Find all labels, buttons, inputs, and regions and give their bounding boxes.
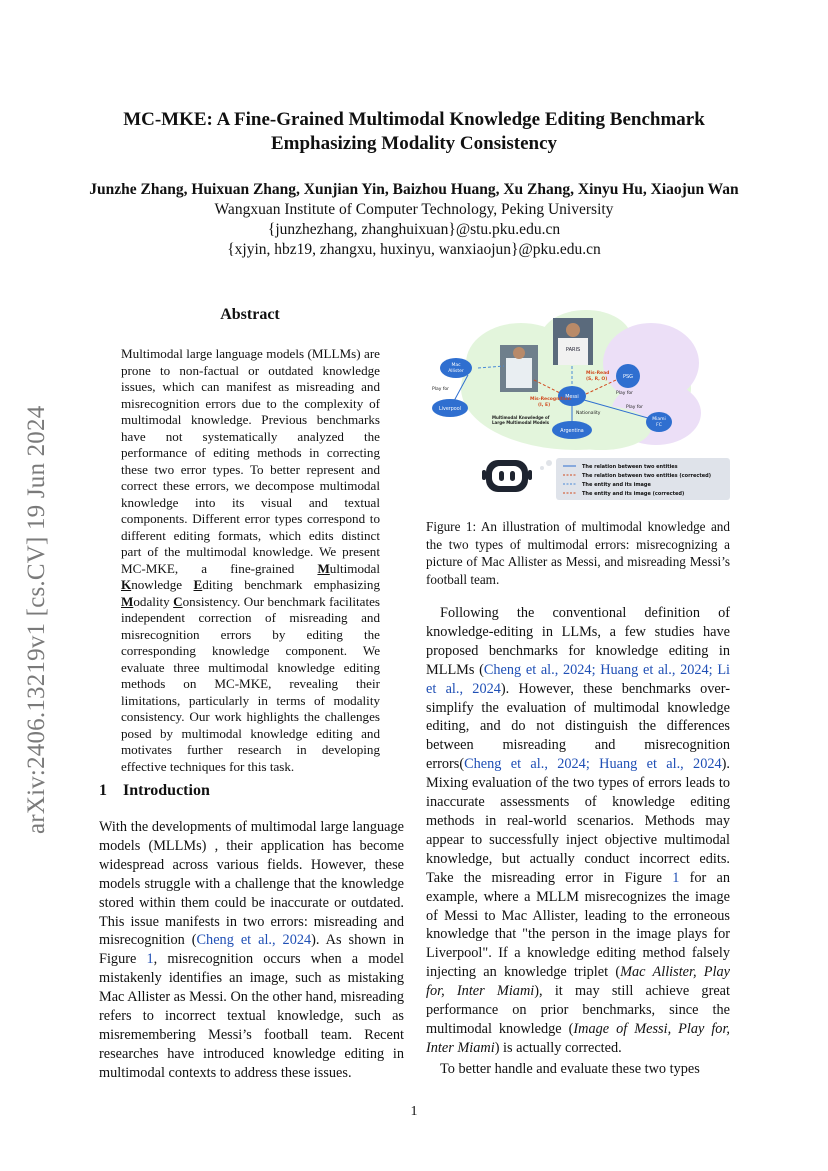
robot-icon [482, 460, 532, 492]
page-number: 1 [410, 1104, 418, 1119]
thought-bubble-small [540, 466, 544, 470]
node-mac-allister [440, 358, 472, 378]
figure-ref-link[interactable]: 1 [672, 869, 680, 886]
title-line-2: Emphasizing Modality Consistency [270, 133, 558, 154]
legend-item: The relation between two entities [582, 464, 678, 470]
figure-legend [556, 458, 730, 500]
citation-link[interactable]: Cheng et al., 2024 [483, 661, 592, 678]
node-psg [616, 364, 640, 388]
right-paragraph-1 [426, 604, 730, 1058]
figure-ref-link[interactable]: 1 [146, 951, 154, 968]
acronym-rest-5: onsistency. [182, 593, 241, 609]
mis-read-label: Mis-Read [586, 371, 610, 376]
thought-bubble-large [546, 460, 552, 466]
acronym-rest-2: nowledge [131, 577, 194, 592]
citation-link[interactable]: Cheng et al., 2024 [196, 932, 312, 949]
abstract-part-a: Multimodal large language models (MLLMs) are prone to non-factual or outdated knowledge issues, which can manifest as misreading and misrecognition errors due to the complexity of multimodal knowledge. Previous benchmarks have not systematically analyzed the performance of editing methods in correcting these two error types. To better represent and correct these errors, we decompose multimodal knowledge into its visual and textual components. Different error types correspond to different editing formats, which edits distinct part of the multimodal knowledge. We present MC-MKE, a fine-grained [121, 346, 380, 576]
text-span: ). Mixing evaluation of the two types of errors leads to inaccurate assessments of knowledge editing methods in real-world scenarios. Methods may appear to successfully inject objective multimodal knowledge, but actually conduct incorrect edits. Take the misreading error in Figure [426, 756, 730, 886]
edge-label: Nationality [576, 411, 601, 416]
edge-label: Play for [432, 387, 450, 392]
paper-title [60, 108, 768, 156]
figure-1-illustration [426, 308, 732, 508]
acronym-c: C [173, 593, 183, 609]
acronym-e: E [193, 577, 203, 592]
email-line-1: {junzhezhang, zhanghuixuan}@stu.pku.edu.cn [267, 221, 561, 238]
text-span: Following the conventional definition of knowledge-editing in LLMs, a few studies have proposed benchmarks for knowledge editing in MLLMs ( [426, 605, 730, 678]
section-number: 1 [99, 782, 107, 799]
intro-text-a: With the developments of multimodal large language models (MLLMs) , their application has become widespread across various fields. However, these models struggle with a challenge that the knowledge stored within them could be inaccurate or outdated. This issue manifests in two errors: misreading and misrecognition ( [99, 819, 404, 949]
title-line-1: MC-MKE: A Fine-Grained Multimodal Knowledge Editing Benchmark [123, 109, 705, 130]
intro-text-b: ). As shown in Figure [99, 932, 404, 968]
node-liverpool [432, 399, 468, 417]
affiliation: Wangxuan Institute of Computer Technology, Peking University [214, 201, 614, 218]
photo-jersey [506, 358, 532, 388]
node-label: Miami [652, 417, 666, 422]
text-span: ), it may still achieve great performance on prior benchmarks, since the multimodal knowledge ( [426, 983, 730, 1037]
node-label: Mac [451, 363, 461, 368]
node-miami-fc [646, 412, 672, 432]
abstract-part-b: Our benchmark facilitates independent correction of misreading and misrecognition errors by editing the corresponding knowledge component. We evaluate three multimodal knowledge editing methods on MC-MKE, revealing their limitations, particularly in terms of modality consistency. Our work highlights the challenges posed by multimodal knowledge editing and motivates further research in developing effective techniques for this task. [121, 593, 381, 774]
section-title: Introduction [123, 782, 210, 799]
node-label: Liverpool [438, 407, 462, 412]
arxiv-stamp: arXiv:2406.13219v1 [cs.CV] 19 Jun 2024 [23, 405, 50, 835]
node-label: Messi [565, 395, 579, 400]
mis-read-triplet: (S, R, O) [586, 377, 608, 382]
node-label: FC [656, 423, 662, 428]
citation-link[interactable]: Huang et al., 2024 [600, 661, 709, 678]
citation-separator: ; [585, 756, 600, 773]
acronym-m2: M [121, 593, 134, 609]
node-argentina [552, 421, 592, 439]
abstract-heading: Abstract [220, 306, 280, 323]
acronym-rest-4: odality [133, 593, 174, 609]
acronym-k: K [121, 577, 132, 592]
section-heading-introduction [99, 782, 210, 800]
triplet-italic: Image of Messi, Play for, Inter Miami [426, 1020, 730, 1056]
intro-text-c: , misrecognition occurs when a model mistakenly identifies an image, such as mistaking Mac Allister as Messi. On the other hand, misreading refers to incorrect textual knowledge, such as misremembering Messi’s football team. Recent researches have introduced knowledge editing in multimodal contexts to address these issues. [99, 951, 404, 1081]
citation-link[interactable]: Li et al., 2024 [426, 661, 731, 697]
figure-1 [426, 308, 732, 508]
node-messi [558, 386, 586, 406]
node-label: Allister [448, 369, 464, 374]
citation-separator: ; [591, 661, 601, 678]
kb-label-line-1: Multimodal Knowledge of [492, 415, 550, 420]
node-label: Argentina [560, 429, 584, 434]
acronym-rest-3: diting benchmark emphasizing [202, 577, 380, 592]
photo-head [513, 347, 525, 359]
mis-recognition-label: Mis-Recognition [530, 397, 571, 402]
mis-recognition-pair: (I, E) [538, 403, 551, 408]
figure-1-caption: Figure 1: An illustration of multimodal knowledge and the two types of multimodal errors: misrecognizing a picture of Mac Allister as Messi, and misreading Messi’s football team. [426, 519, 730, 587]
right-paragraph-2: To better handle and evaluate these two types [440, 1061, 700, 1077]
kb-label-line-2: Large Multimodal Models [492, 420, 549, 425]
acronym-rest-1: ultimodal [329, 560, 380, 576]
edge-label: Play for [616, 391, 634, 396]
triplet-italic: Mac Allister, Play for, Inter Miami [426, 964, 731, 1000]
node-label: PSG [622, 374, 634, 380]
citation-separator: ; [708, 661, 718, 678]
abstract-text [121, 346, 380, 775]
legend-item: The entity and its image [582, 482, 651, 488]
photo-messi-head [566, 323, 580, 337]
legend-item: The entity and its image (corrected) [582, 491, 685, 497]
author-names: Junzhe Zhang, Huixuan Zhang, Xunjian Yin, Baizhou Huang, Xu Zhang, Xinyu Hu, Xiaojun Wan [89, 181, 739, 198]
text-span: ). However, these benchmarks over-simplify the evaluation of multimodal knowledge editing, and do not distinguish the differences between misreading and misrecognition errors( [426, 680, 730, 773]
acronym-m: M [317, 560, 330, 576]
text-span: ) is actually corrected. [494, 1039, 622, 1056]
citation-link[interactable]: Huang et al., 2024 [599, 756, 722, 773]
intro-paragraph [99, 818, 404, 1083]
email-line-2: {xjyin, hbz19, zhangxu, huxinyu, wanxiaojun}@pku.edu.cn [227, 241, 601, 258]
citation-link[interactable]: Cheng et al., 2024 [464, 756, 586, 773]
jersey-text: PARIS [565, 347, 581, 353]
author-block [40, 180, 788, 260]
edge-label: Play for [626, 405, 644, 410]
text-span: for an example, where a MLLM misrecognizes the image of Messi to Mac Allister, leading to the erroneous knowledge that "the person in the image plays for Liverpool". If a knowledge editing method falsely injecting an knowledge triplet ( [426, 869, 730, 981]
legend-item: The relation between two entities (corrected) [582, 473, 712, 479]
